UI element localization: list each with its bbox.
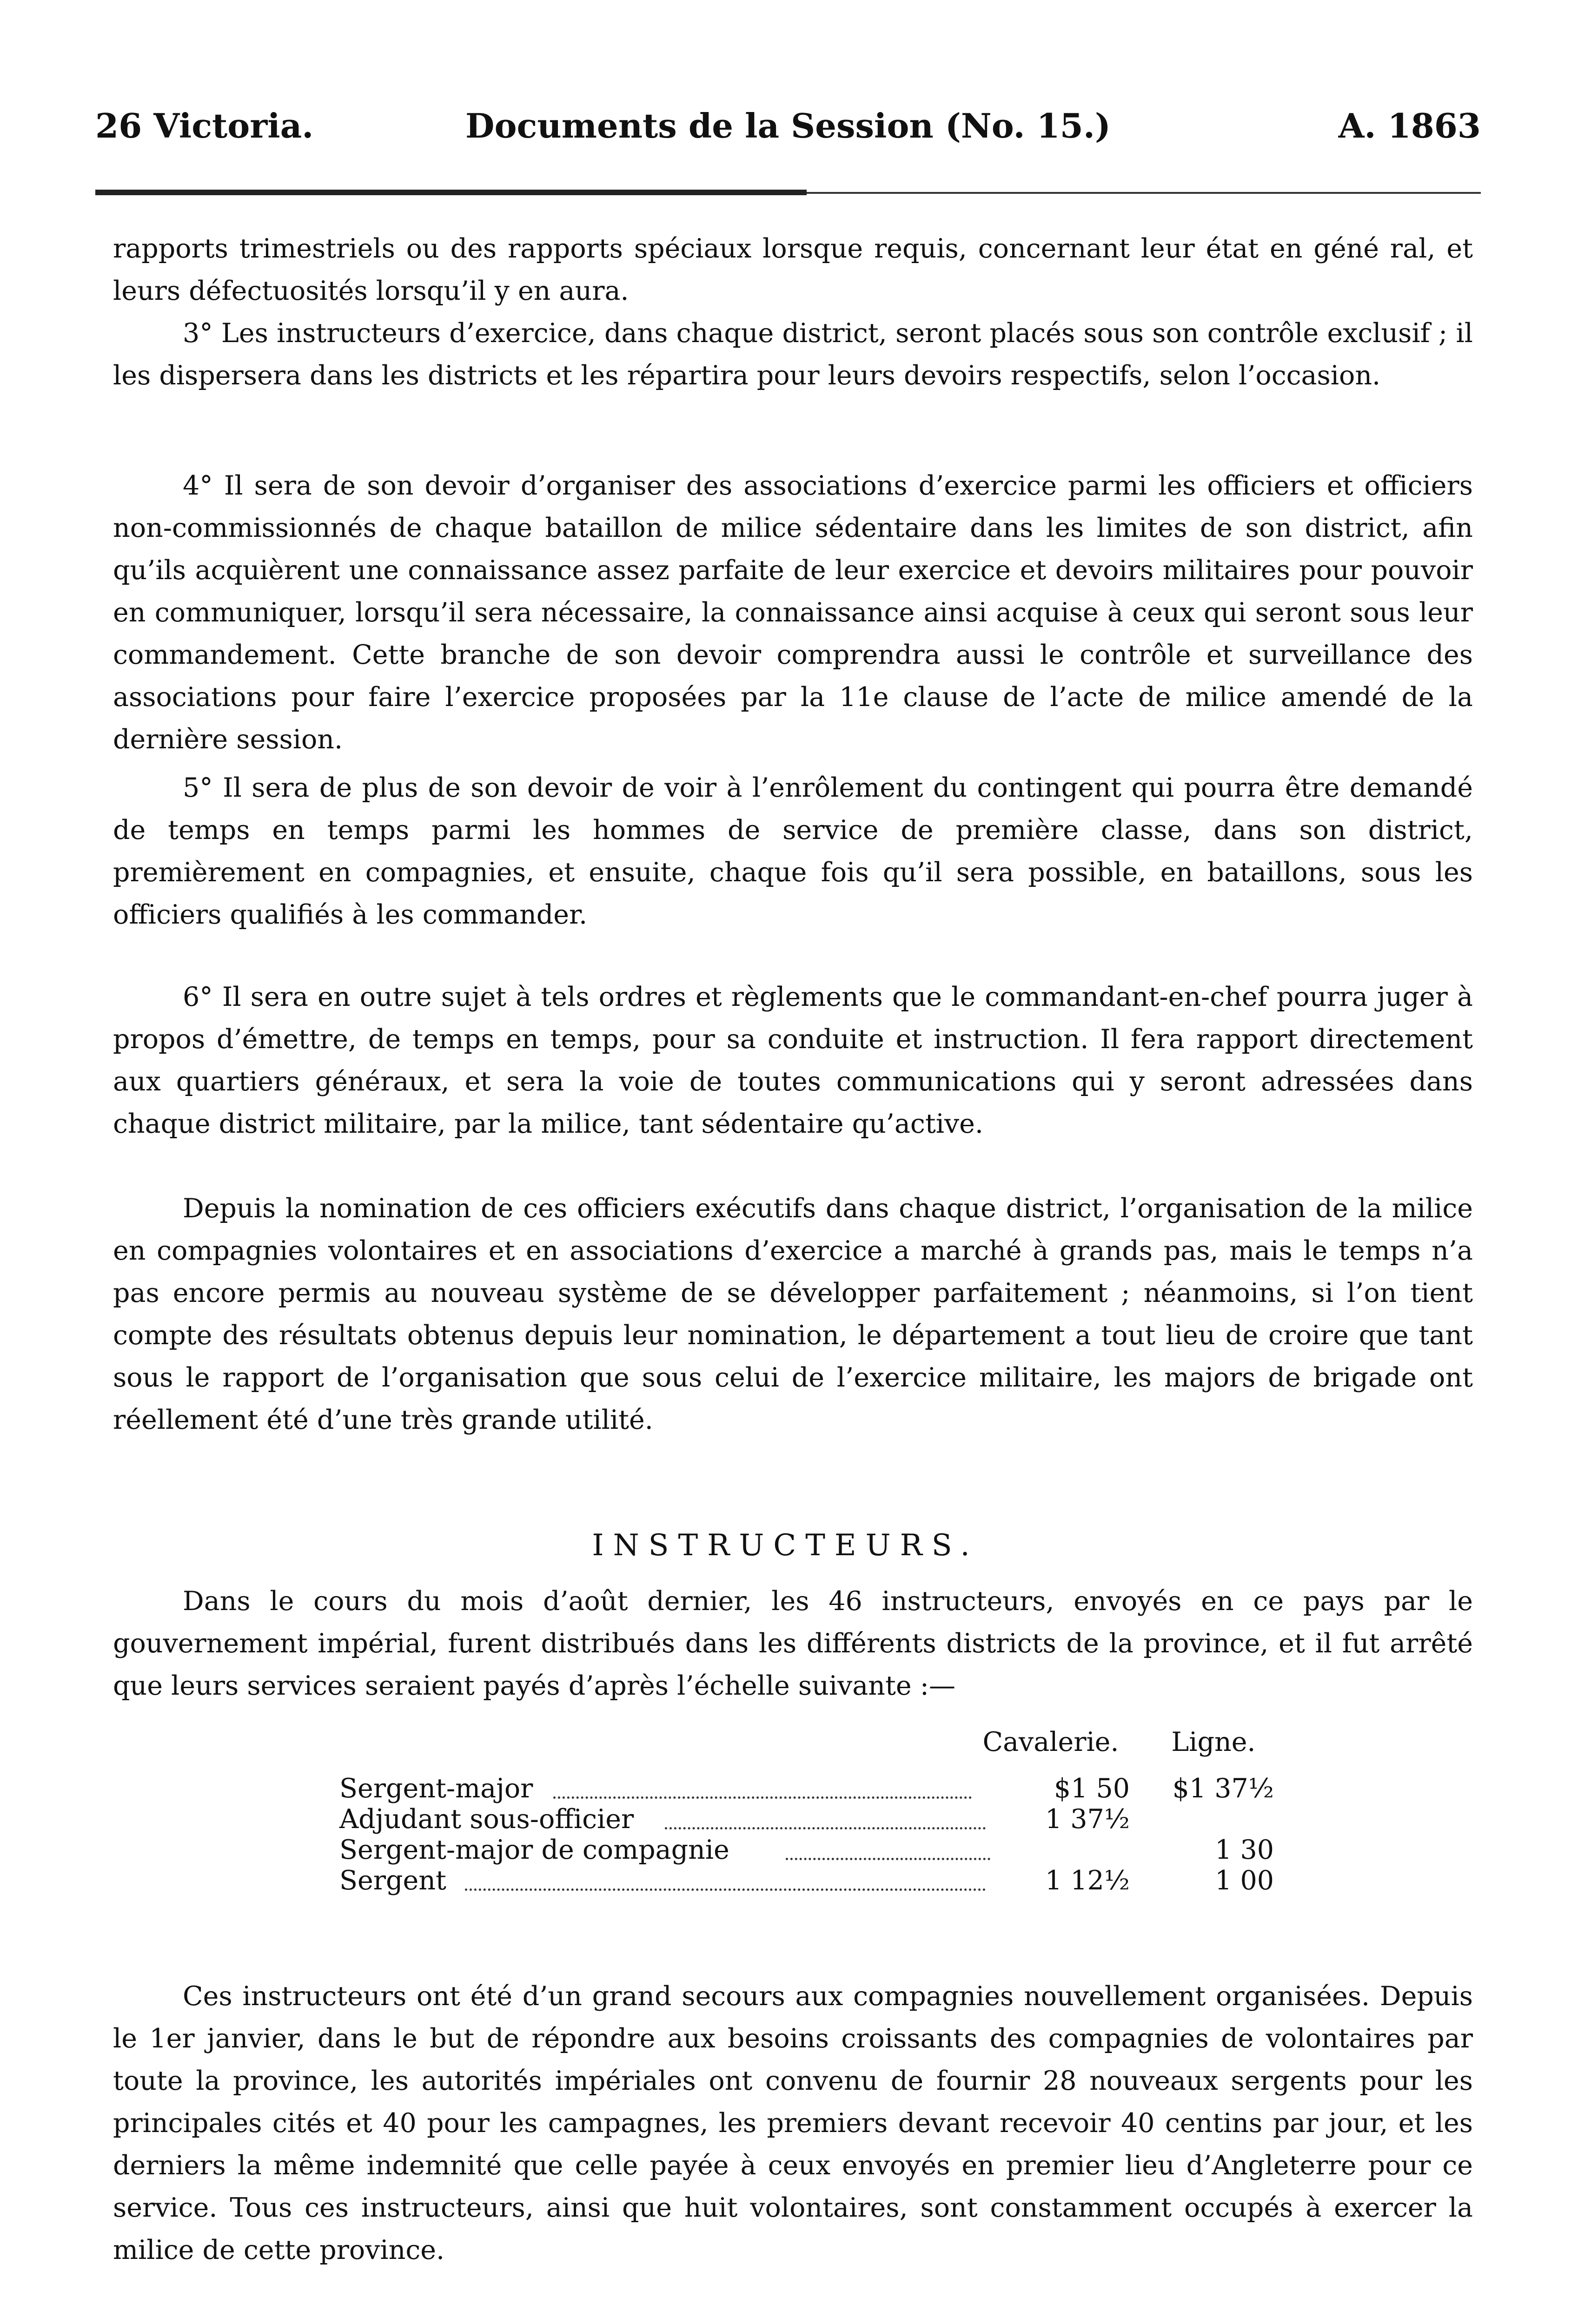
rank-label: Sergent — [339, 1865, 446, 1896]
rank-label: Adjudant sous-officier — [339, 1804, 634, 1835]
running-header — [95, 106, 1481, 162]
paragraph-6 — [113, 976, 1473, 1145]
section-title: INSTRUCTEURS. — [592, 1528, 979, 1563]
header-volume: 26 Victoria. — [95, 106, 314, 145]
rank-label: Sergent-major — [339, 1773, 533, 1804]
paragraph-dans — [113, 1580, 1473, 1707]
paragraph-text: 6° Il sera en outre sujet à tels ordres et règlements que le commandant-en-chef pourra juger à propos d’émettre, de temps en temps, pour sa conduite et instruction. Il fera rapport directement aux quartiers généraux, et sera la voie de toutes communications qui y seront adressées dans chaque district militaire, par la milice, tant sédentaire qu’active. — [113, 982, 1473, 1139]
dot-leader — [553, 1773, 972, 1799]
header-rule-thin — [807, 192, 1481, 194]
rank-label: Sergent-major de compagnie — [339, 1835, 729, 1865]
header-rule-thick — [95, 190, 807, 195]
paragraph-continuation — [113, 228, 1473, 312]
dot-leader — [665, 1804, 986, 1829]
paragraph-text: Ces instructeurs ont été d’un grand secours aux compagnies nouvellement organisées. Depuis le 1er janvier, dans le but de répondre aux besoins croissants des compagnies de volontaires par toute la province, les autorités impériales ont convenu de fournir 28 nouveaux sergents pour les principales cités et 40 pour les campagnes, les premiers devant recevoir 40 centins par jour, et les derniers la même indemnité que celle payée à ceux envoyés en premier lieu d’Angleterre pour ce service. Tous ces instructeurs, ainsi que huit volontaires, sont constamment occupés à exercer la milice de cette province. — [113, 1981, 1473, 2265]
column-header-ligne: Ligne. — [1171, 1727, 1256, 1757]
ligne-value: 1 00 — [1215, 1865, 1274, 1896]
paragraph-text: Dans le cours du mois d’août dernier, les 46 instructeurs, envoyés en ce pays par le gouvernement impérial, furent distribués dans les différents districts de la province, et il fut arrêté que leurs services seraient payés d’après l’échelle suivante :— — [113, 1586, 1473, 1701]
paragraph-ces — [113, 1975, 1473, 2271]
paragraph-4 — [113, 465, 1473, 761]
paragraph-3 — [113, 312, 1473, 397]
cavalerie-value: $1 50 — [1054, 1773, 1130, 1804]
paragraph-text: 5° Il sera de plus de son devoir de voir à l’enrôlement du contingent qui pourra être demandé de temps en temps parmi les hommes de service de première classe, dans son district, premièrement en compagnies, et ensuite, chaque fois qu’il sera possible, en bataillons, sous les officiers qualifiés à les commander. — [113, 772, 1473, 930]
paragraph-text: 3° Les instructeurs d’exercice, dans chaque district, seront placés sous son contrôle exclusif ; il les dispersera dans les districts et les répartira pour leurs devoirs respectifs, selon l’occasion. — [113, 318, 1473, 391]
cavalerie-value: 1 12½ — [1045, 1865, 1130, 1896]
paragraph-text: rapports trimestriels ou des rapports spéciaux lorsque requis, concernant leur état en géné ral, et leurs défectuosités lorsqu’il y en aura. — [113, 233, 1473, 306]
paragraph-text: 4° Il sera de son devoir d’organiser des associations d’exercice parmi les officiers et officiers non-commissionnés de chaque bataillon de milice sédentaire dans les limites de son district, afin qu’ils acquièrent une connaissance assez parfaite de leur exercice et devoirs militaires pour pouvoir en communiquer, lorsqu’il sera nécessaire, la connaissance ainsi acquise à ceux qui seront sous leur commandement. Cette branche de son devoir comprendra aussi le contrôle et surveillance des associations pour faire l’exercice proposées par la 11e clause de l’acte de milice amendé de la dernière session. — [113, 470, 1473, 755]
paragraph-5 — [113, 767, 1473, 936]
column-header-cavalerie: Cavalerie. — [982, 1727, 1119, 1757]
paragraph-depuis — [113, 1188, 1473, 1441]
ligne-value: 1 30 — [1215, 1835, 1274, 1865]
ligne-value: $1 37½ — [1172, 1773, 1274, 1804]
paragraph-text: Depuis la nomination de ces officiers exécutifs dans chaque district, l’organisation de la milice en compagnies volontaires et en associations d’exercice a marché à grands pas, mais le temps n’a pas encore permis au nouveau système de se développer parfaitement ; néanmoins, si l’on tient compte des résultats obtenus depuis leur nomination, le département a tout lieu de croire que tant sous le rapport de l’organisation que sous celui de l’exercice militaire, les majors de brigade ont réellement été d’une très grande utilité. — [113, 1193, 1473, 1435]
header-title: Documents de la Session (No. 15.) — [465, 106, 1111, 145]
cavalerie-value: 1 37½ — [1045, 1804, 1130, 1835]
dot-leader — [465, 1865, 986, 1891]
dot-leader — [786, 1835, 990, 1860]
header-year: A. 1863 — [1338, 106, 1481, 145]
